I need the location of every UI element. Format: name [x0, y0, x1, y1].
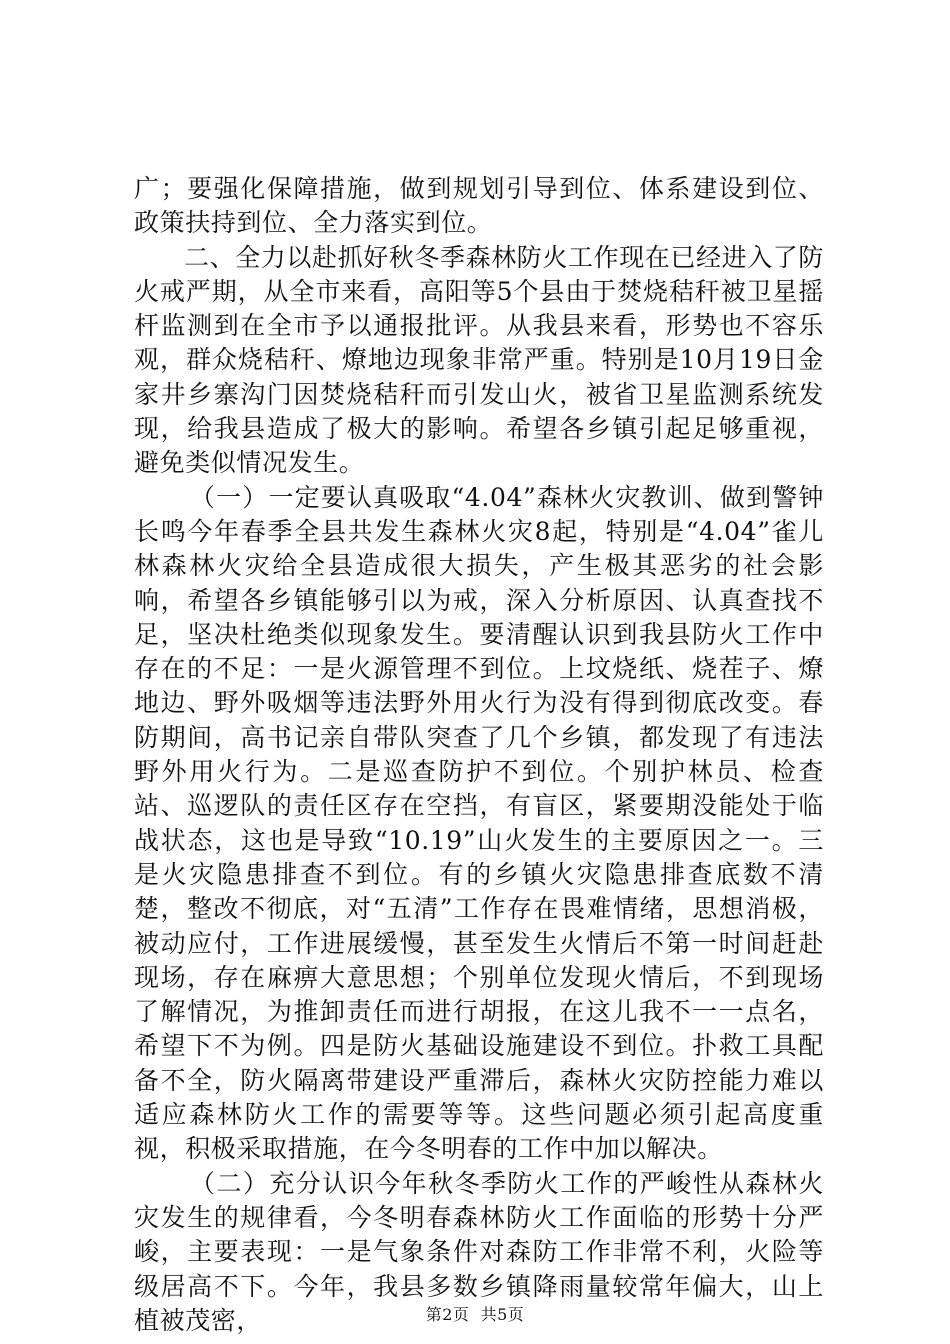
- paragraph-section-two: 二、全力以赴抓好秋冬季森林防火工作现在已经进入了防火戒严期，从全市来看，高阳等5个县由于焚烧秸秆被卫星摇杆监测到在全市予以通报批评。从我县来看，形势也不容乐观，群众烧秸秆、燎地边现象非常严重。特别是10月19日金家井乡寨沟门因焚烧秸秆而引发山火，被省卫星监测系统发现，给我县造成了极大的影响。希望各乡镇引起足够重视，避免类似情况发生。: [134, 242, 825, 478]
- paragraph-continuation: 广；要强化保障措施，做到规划引导到位、体系建设到位、政策扶持到位、全力落实到位。: [134, 174, 824, 238]
- page-number-label: 第2页 共5页: [425, 1305, 525, 1324]
- document-body: [134, 172, 824, 1338]
- page-footer: [0, 1302, 950, 1325]
- paragraph-item-two: （二）充分认识今年秋冬季防火工作的严峻性从森林火灾发生的规律看，今冬明春森林防火工作面临的形势十分严峻，主要表现：一是气象条件对森防工作非常不利，火险等级居高不下。今年，我县多数乡镇降雨量较常年偏大，山上植被茂密，: [134, 1168, 824, 1335]
- paragraph-item-one: （一）一定要认真吸取“4.04”森林火灾教训、做到警钟长鸣今年春季全县共发生森林火灾8起，特别是“4.04”雀儿林森林火灾给全县造成很大损失，产生极其恶劣的社会影响，希望各乡镇能够引以为戒，深入分析原因、认真查找不足，坚决杜绝类似现象发生。要清醒认识到我县防火工作中存在的不足：一是火源管理不到位。上坟烧纸、烧茬子、燎地边、野外吸烟等违法野外用火行为没有得到彻底改变。春防期间，高书记亲自带队突查了几个乡镇，都发现了有违法野外用火行为。二是巡查防护不到位。个别护林员、检查站、巡逻队的责任区存在空挡，有盲区，紧要期没能处于临战状态，这也是导致“10.19”山火发生的主要原因之一。三是火灾隐患排查不到位。有的乡镇火灾隐患排查底数不清楚，整改不彻底，对“五清”工作存在畏难情绪，思想消极，被动应付，工作进展缓慢，甚至发生火情后不第一时间赶赴现场，存在麻痹大意思想；个别单位发现火情后，不到现场了解情况，为推卸责任而进行胡报，在这儿我不一一点名，希望下不为例。四是防火基础设施建设不到位。扑救工具配备不全，防火隔离带建设严重滞后，森林火灾防控能力难以适应森林防火工作的需要等等。这些问题必须引起高度重视，积极采取措施，在今冬明春的工作中加以解决。: [134, 482, 824, 1164]
